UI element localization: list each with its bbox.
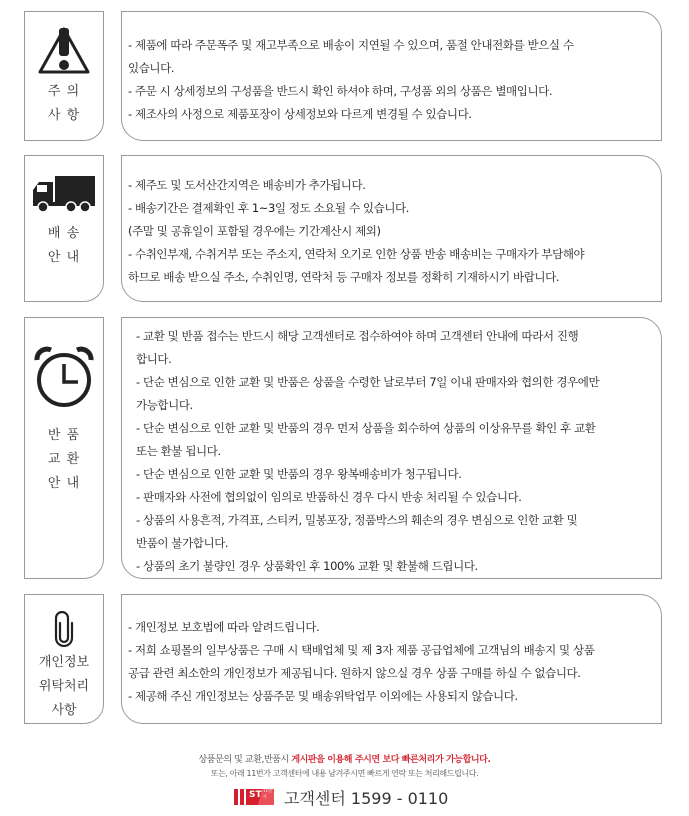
notice-content-box bbox=[121, 11, 662, 141]
return-line: 가능합니다. bbox=[136, 398, 193, 412]
11st-logo bbox=[234, 787, 274, 807]
label-line: 주 의 bbox=[47, 84, 81, 99]
shipping-line: - 제주도 및 도서산간지역은 배송비가 추가됩니다. bbox=[128, 178, 366, 192]
customer-center bbox=[234, 786, 448, 808]
notice-line: - 제조사의 사정으로 제품포장이 상세정보와 다르게 변경될 수 있습니다. bbox=[128, 107, 472, 121]
return-content-box bbox=[121, 317, 662, 579]
shipping-line: (주말 및 공휴일이 포함될 경우에는 기간계산시 제외) bbox=[128, 224, 381, 238]
label-line: 교 환 bbox=[47, 452, 81, 467]
shipping-line: - 수취인부재, 수취거부 또는 주소지, 연락처 오기로 인한 상품 반송 배송비는 구매자가 부담해야 bbox=[128, 247, 585, 261]
footer-notice-prefix: 상품문의 및 교환,반품시 bbox=[198, 755, 292, 765]
notice-line: 있습니다. bbox=[128, 61, 175, 75]
notice-line: - 주문 시 상세정보의 구성품을 반드시 확인 하셔야 하며, 구성품 외의 상품은 별매입니다. bbox=[128, 84, 553, 98]
warning-triangle-icon bbox=[37, 26, 91, 76]
shipping-line: - 배송기간은 결제확인 후 1~3일 정도 소요될 수 있습니다. bbox=[128, 201, 410, 215]
label-line: 사 항 bbox=[47, 108, 81, 123]
truck-icon bbox=[31, 174, 97, 214]
footer-subnotice: 또는, 아래 11번가 고객센터에 내용 남겨주시면 빠르게 연락 또는 처리해드립니다. bbox=[210, 769, 479, 778]
return-line: - 상품의 초기 불량인 경우 상품확인 후 100% 교환 및 환불해 드립니다. bbox=[136, 559, 478, 573]
label-line: 위탁처리 bbox=[38, 679, 90, 694]
return-line: 합니다. bbox=[136, 352, 172, 366]
label-line: 사항 bbox=[51, 703, 77, 718]
11st-logo-text: ST bbox=[249, 790, 262, 800]
label-line: 반 품 bbox=[47, 428, 81, 443]
paperclip-icon bbox=[54, 611, 74, 647]
shipping-content-box bbox=[121, 155, 662, 302]
return-label bbox=[25, 424, 103, 496]
shipping-label-box bbox=[24, 155, 104, 302]
label-line: 개인정보 bbox=[38, 655, 90, 670]
return-line: - 상품의 사용흔적, 가격표, 스티커, 밀봉포장, 정품박스의 훼손의 경우 변심으로 인한 교환 및 bbox=[136, 513, 578, 527]
return-label-box bbox=[24, 317, 104, 579]
return-line: - 판매자와 사전에 협의없이 임의로 반품하신 경우 다시 반송 처리될 수 있습니다. bbox=[136, 490, 522, 504]
notice-label-box bbox=[24, 11, 104, 141]
footer-notice-highlight: 게시판을 이용해 주시면 보다 빠른처리가 가능합니다. bbox=[291, 755, 491, 765]
customer-center-phone: 고객센터 1599 - 0110 bbox=[284, 788, 449, 808]
notice-label bbox=[25, 80, 103, 128]
privacy-content-box bbox=[121, 594, 662, 724]
return-line: - 교환 및 반품 접수는 반드시 해당 고객센터로 접수하여야 하며 고객센터 안내에 따라서 진행 bbox=[136, 329, 579, 343]
label-line: 안 내 bbox=[47, 250, 81, 265]
privacy-label-box bbox=[24, 594, 104, 724]
privacy-line: - 제공해 주신 개인정보는 상품주문 및 배송위탁업무 이외에는 사용되지 않습니다. bbox=[128, 689, 518, 703]
alarm-clock-icon bbox=[33, 346, 95, 408]
shipping-line: 하므로 배송 받으실 주소, 수취인명, 연락처 등 구매자 정보를 정확히 기재하시기 바랍니다. bbox=[128, 270, 560, 284]
privacy-line: - 개인정보 보호법에 따라 알려드립니다. bbox=[128, 620, 320, 634]
return-line: - 단순 변심으로 인한 교환 및 반품의 경우 먼저 상품을 회수하여 상품의 이상유무를 확인 후 교환 bbox=[136, 421, 596, 435]
11st-logo-small: 11번가 bbox=[263, 788, 272, 799]
footer-notice bbox=[0, 752, 689, 765]
return-line: - 단순 변심으로 인한 교환 및 반품의 경우 왕복배송비가 청구됩니다. bbox=[136, 467, 462, 481]
privacy-line: 공급 관련 최소한의 개인정보가 제공됩니다. 원하지 않으실 경우 상품 구매를 하실 수 없습니다. bbox=[128, 666, 581, 680]
return-line: - 단순 변심으로 인한 교환 및 반품은 상품을 수령한 날로부터 7일 이내 판매자와 협의한 경우에만 bbox=[136, 375, 600, 389]
notice-line: - 제품에 따라 주문폭주 및 재고부족으로 배송이 지연될 수 있으며, 품절 안내전화를 받으실 수 bbox=[128, 38, 574, 52]
label-line: 안 내 bbox=[47, 476, 81, 491]
label-line: 배 송 bbox=[47, 226, 81, 241]
return-line: 또는 환불 됩니다. bbox=[136, 444, 221, 458]
privacy-label bbox=[25, 651, 103, 723]
privacy-line: - 저희 쇼핑몰의 일부상품은 구매 시 택배업체 및 제 3자 제품 공급업체에 고객님의 배송지 및 상품 bbox=[128, 643, 595, 657]
return-line: 반품이 불가합니다. bbox=[136, 536, 229, 550]
shipping-label bbox=[25, 222, 103, 270]
